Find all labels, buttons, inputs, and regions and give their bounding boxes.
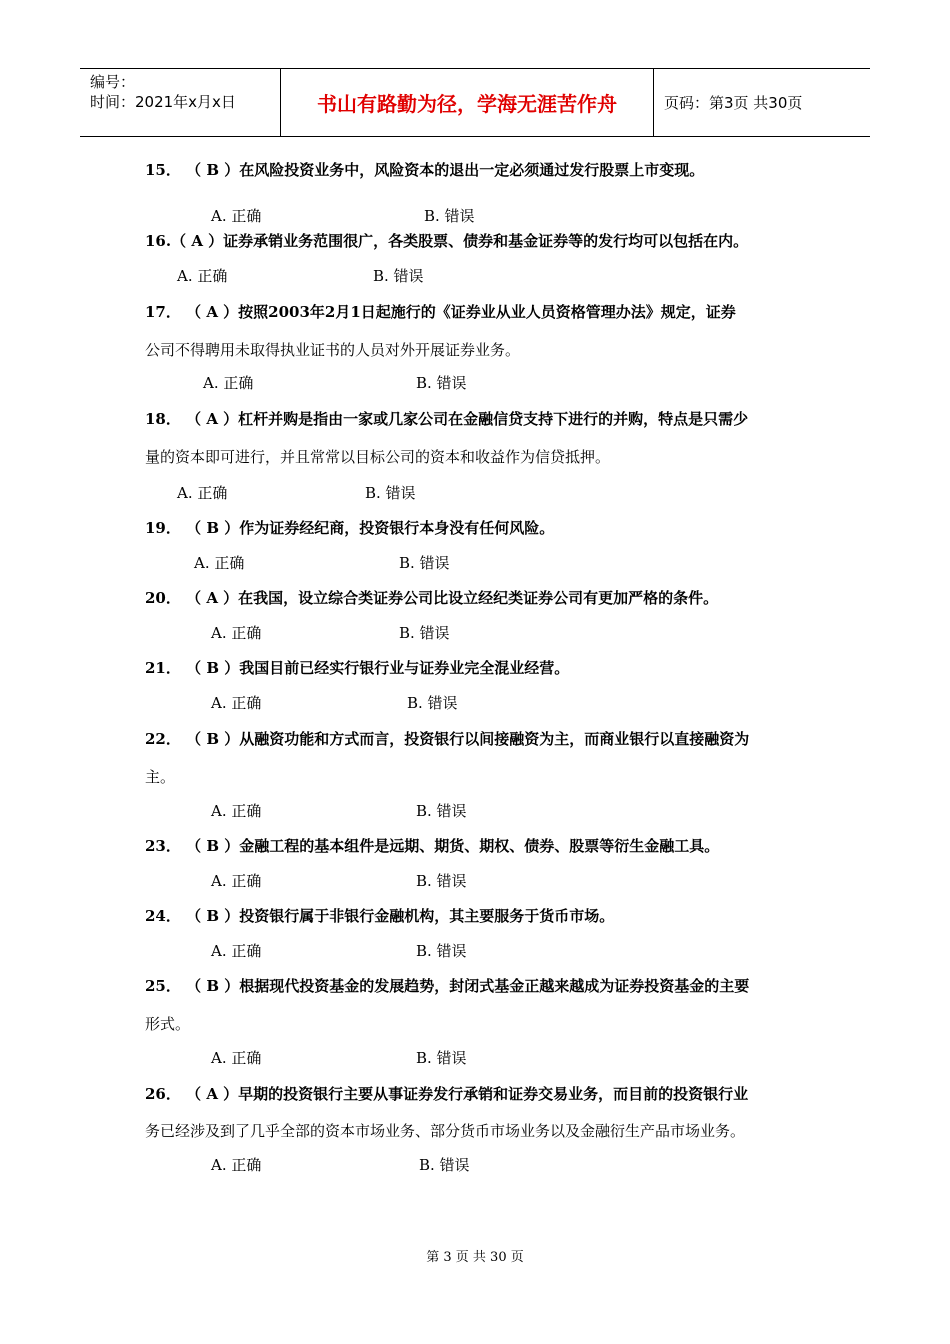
header-page-info: 页码：第3页 共30页 [664, 94, 803, 112]
option-b: B. 错误 [416, 1049, 467, 1067]
date-label: 时间：2021年x月x日 [90, 93, 236, 111]
option-a: A. 正确 [211, 207, 262, 225]
option-b: B. 错误 [419, 1156, 470, 1174]
option-b: B. 错误 [416, 942, 467, 960]
question-text: 21． （ B ）我国目前已经实行银行业与证券业完全混业经营。 [145, 659, 570, 677]
option-a: A. 正确 [194, 554, 245, 572]
option-a: A. 正确 [203, 374, 254, 392]
header-motto: 书山有路勤为径，学海无涯苦作舟 [281, 69, 654, 136]
question-text: 16.（ A ）证券承销业务范围很广，各类股票、债券和基金证券等的发行均可以包括在内。 [145, 232, 749, 250]
option-a: A. 正确 [211, 1049, 262, 1067]
question-text-continued: 形式。 [145, 1015, 191, 1033]
question-text-continued: 主。 [145, 768, 176, 786]
option-a: A. 正确 [211, 872, 262, 890]
question-text: 24． （ B ）投资银行属于非银行金融机构，其主要服务于货币市场。 [145, 907, 615, 925]
option-a: A. 正确 [211, 624, 262, 642]
question-text: 25． （ B ）根据现代投资基金的发展趋势，封闭式基金正越来越成为证券投资基金的主要 [145, 977, 750, 995]
option-b: B. 错误 [416, 802, 467, 820]
option-a: A. 正确 [211, 1156, 262, 1174]
question-text: 22． （ B ）从融资功能和方式而言，投资银行以间接融资为主，而商业银行以直接融资为 [145, 730, 750, 748]
question-text: 18． （ A ）杠杆并购是指由一家或几家公司在金融信贷支持下进行的并购，特点是只需少 [145, 410, 749, 428]
question-text: 20． （ A ）在我国，设立综合类证券公司比设立经纪类证券公司有更加严格的条件。 [145, 589, 719, 607]
question-text: 17． （ A ）按照2003年2月1日起施行的《证券业从业人员资格管理办法》规定，证券 [145, 303, 736, 321]
page-header [80, 68, 870, 137]
option-b: B. 错误 [399, 624, 450, 642]
question-text-continued: 量的资本即可进行，并且常常以目标公司的资本和收益作为信贷抵押。 [145, 448, 611, 466]
question-text: 19． （ B ）作为证券经纪商，投资银行本身没有任何风险。 [145, 519, 555, 537]
option-b: B. 错误 [373, 267, 424, 285]
option-a: A. 正确 [211, 802, 262, 820]
option-b: B. 错误 [365, 484, 416, 502]
option-a: A. 正确 [177, 267, 228, 285]
option-b: B. 错误 [416, 872, 467, 890]
option-b: B. 错误 [407, 694, 458, 712]
option-a: A. 正确 [211, 694, 262, 712]
option-b: B. 错误 [424, 207, 475, 225]
serial-label: 编号： [90, 73, 136, 91]
question-text-continued: 公司不得聘用未取得执业证书的人员对外开展证券业务。 [145, 341, 521, 359]
option-a: A. 正确 [211, 942, 262, 960]
option-b: B. 错误 [399, 554, 450, 572]
option-a: A. 正确 [177, 484, 228, 502]
question-text: 15． （ B ）在风险投资业务中，风险资本的退出一定必须通过发行股票上市变现。 [145, 161, 705, 179]
question-text: 26． （ A ）早期的投资银行主要从事证券发行承销和证券交易业务，而目前的投资银行业 [145, 1085, 749, 1103]
header-meta [80, 69, 281, 136]
page-footer: 第 3 页 共 30 页 [426, 1250, 524, 1265]
question-text: 23． （ B ）金融工程的基本组件是远期、期货、期权、债券、股票等衍生金融工具。 [145, 837, 720, 855]
option-b: B. 错误 [416, 374, 467, 392]
question-text-continued: 务已经涉及到了几乎全部的资本市场业务、部分货币市场业务以及金融衍生产品市场业务。 [145, 1122, 746, 1140]
